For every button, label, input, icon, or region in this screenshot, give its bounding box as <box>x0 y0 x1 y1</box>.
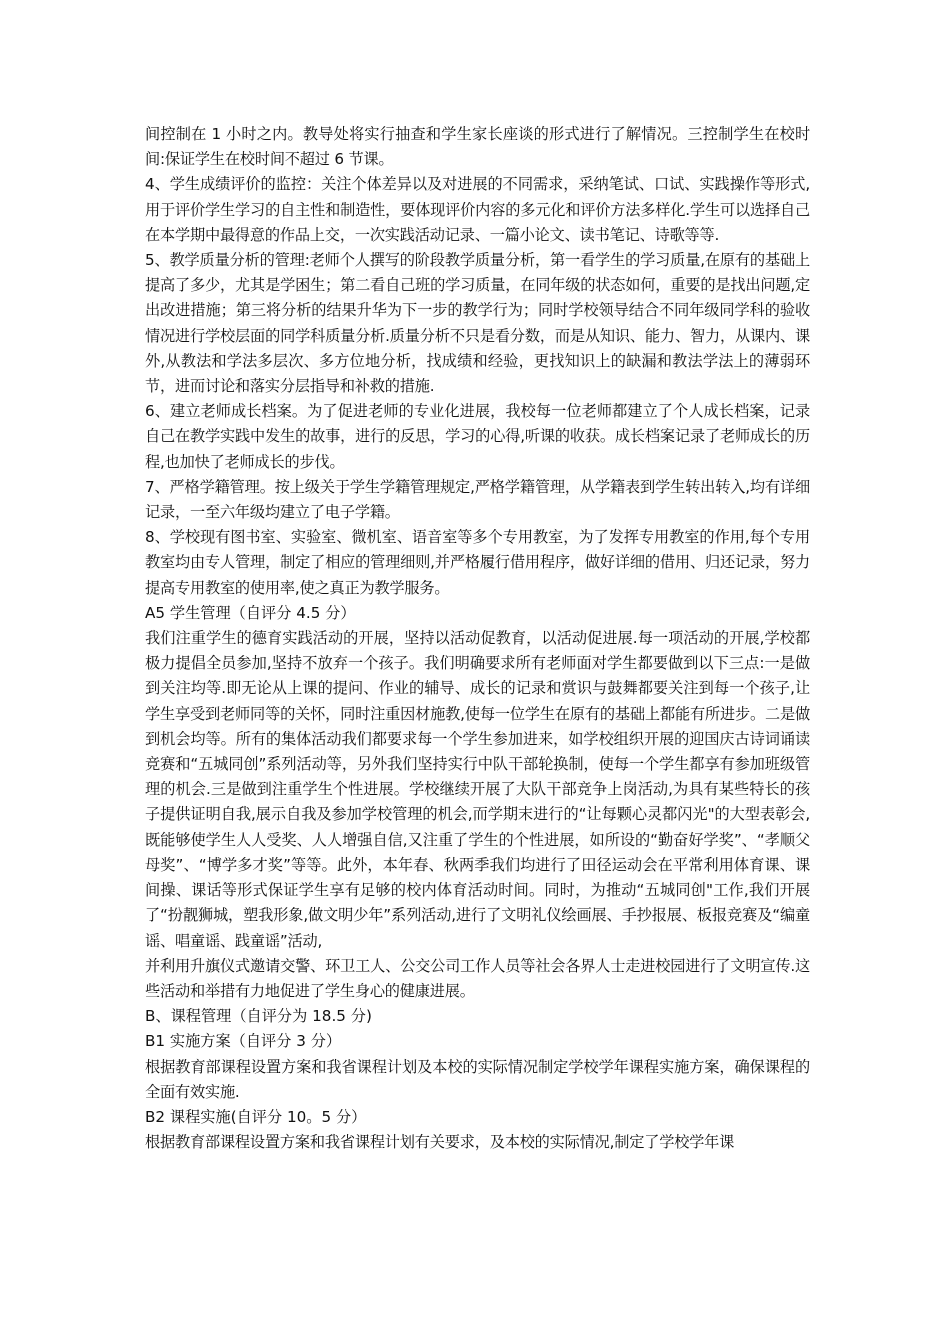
document-page <box>145 122 810 1155</box>
paragraph-special-classrooms: 8、学校现有图书室、实验室、微机室、语音室等多个专用教室，为了发挥专用教室的作用,每个专用教室均由专人管理，制定了相应的管理细则,并严格履行借用程序，做好详细的借用、归还记录，努力提高专用教室的使用率,使之真正为教学服务。 <box>145 528 810 597</box>
paragraph-implementation-plan: 根据教育部课程设置方案和我省课程计划及本校的实际情况制定学校学年课程实施方案，确保课程的全面有效实施. <box>145 1057 810 1101</box>
paragraph-grade-evaluation: 4、学生成绩评价的监控：关注个体差异以及对进展的不同需求，采纳笔试、口试、实践操作等形式,用于评价学生学习的自主性和制造性，要体现评价内容的多元化和评价方法多样化.学生可以选择自己在本学期中最得意的作品上交，一次实践活动记录、一篇小论文、读书笔记、诗歌等等. <box>145 175 810 244</box>
paragraph-quality-analysis: 5、教学质量分析的管理:老师个人撰写的阶段教学质量分析，第一看学生的学习质量,在原有的基础上提高了多少，尤其是学困生；第二看自己班的学习质量，在同年级的状态如何，重要的是找出问题,定出改进措施；第三将分析的结果升华为下一步的教学行为；同时学校领导结合不同年级同学科的验收情况进行学校层面的同学科质量分析.质量分析不只是看分数，而是从知识、能力、智力，从课内、课外,从教法和学法多层次、多方位地分析，找成绩和经验，更找知识上的缺漏和教法学法上的薄弱环节，进而讨论和落实分层指导和补救的措施. <box>145 251 810 396</box>
heading-b-curriculum-management: B、课程管理（自评分为 18.5 分) <box>145 1007 372 1026</box>
heading-b2-curriculum-implementation: B2 课程实施(自评分 10。5 分） <box>145 1107 367 1126</box>
paragraph-student-registry: 7、严格学籍管理。按上级关于学生学籍管理规定,严格学籍管理，从学籍表到学生转出转入,均有详细记录，一至六年级均建立了电子学籍。 <box>145 477 810 522</box>
paragraph-civic-promotion: 并利用升旗仪式邀请交警、环卫工人、公交公司工作人员等社会各界人士走进校园进行了文明宣传.这些活动和举措有力地促进了学生身心的健康进展。 <box>145 956 810 1000</box>
heading-b1-implementation-plan: B1 实施方案（自评分 3 分） <box>145 1032 342 1051</box>
paragraph-time-control: 间控制在 1 小时之内。教导处将实行抽查和学生家长座谈的形式进行了解情况。三控制学生在校时间:保证学生在校时间不超过 6 节课。 <box>145 125 810 169</box>
paragraph-teacher-archive: 6、建立老师成长档案。为了促进老师的专业化进展，我校每一位老师都建立了个人成长档案，记录自己在教学实践中发生的故事，进行的反思，学习的心得,听课的收获。成长档案记录了老师成长的历程,也加快了老师成长的步伐。 <box>145 402 810 471</box>
heading-a5-student-management: A5 学生管理（自评分 4.5 分） <box>145 603 356 622</box>
paragraph-moral-activities: 我们注重学生的德育实践活动的开展，坚持以活动促教育，以活动促进展.每一项活动的开展,学校都极力提倡全员参加,坚持不放弃一个孩子。我们明确要求所有老师面对学生都要做到以下三点:一是做到关注均等.即无论从上课的提问、作业的辅导、成长的记录和赏识与鼓舞都要关注到每一个孩子,让学生享受到老师同等的关怀，同时注重因材施教,使每一位学生在原有的基础上都能有所进步。二是做到机会均等。所有的集体活动我们都要求每一个学生参加进来，如学校组织开展的迎国庆古诗词诵读竞赛和“五城同创”系列活动等，另外我们坚持实行中队干部轮换制，使每一个学生都享有参加班级管理的机会.三是做到注重学生个性进展。学校继续开展了大队干部竞争上岗活动,为具有某些特长的孩子提供证明自我,展示自我及参加学校管理的机会,而学期末进行的“让每颗心灵都闪光"的大型表彰会,既能够使学生人人受奖、人人增强自信,又注重了学生的个性进展，如所设的“勤奋好学奖”、“孝顺父母奖”、“博学多才奖”等等。此外，本年春、秋两季我们均进行了田径运动会在平常利用体育课、课间操、课话等形式保证学生享有足够的校内体育活动时间。同时，为推动“五城同创"工作,我们开展了“扮靓狮城，塑我形象,做文明少年”系列活动,进行了文明礼仪绘画展、手抄报展、板报竞赛及“编童谣、唱童谣、践童谣”活动, <box>145 629 810 950</box>
paragraph-curriculum-implementation: 根据教育部课程设置方案和我省课程计划有关要求，及本校的实际情况,制定了学校学年课 <box>145 1133 735 1152</box>
